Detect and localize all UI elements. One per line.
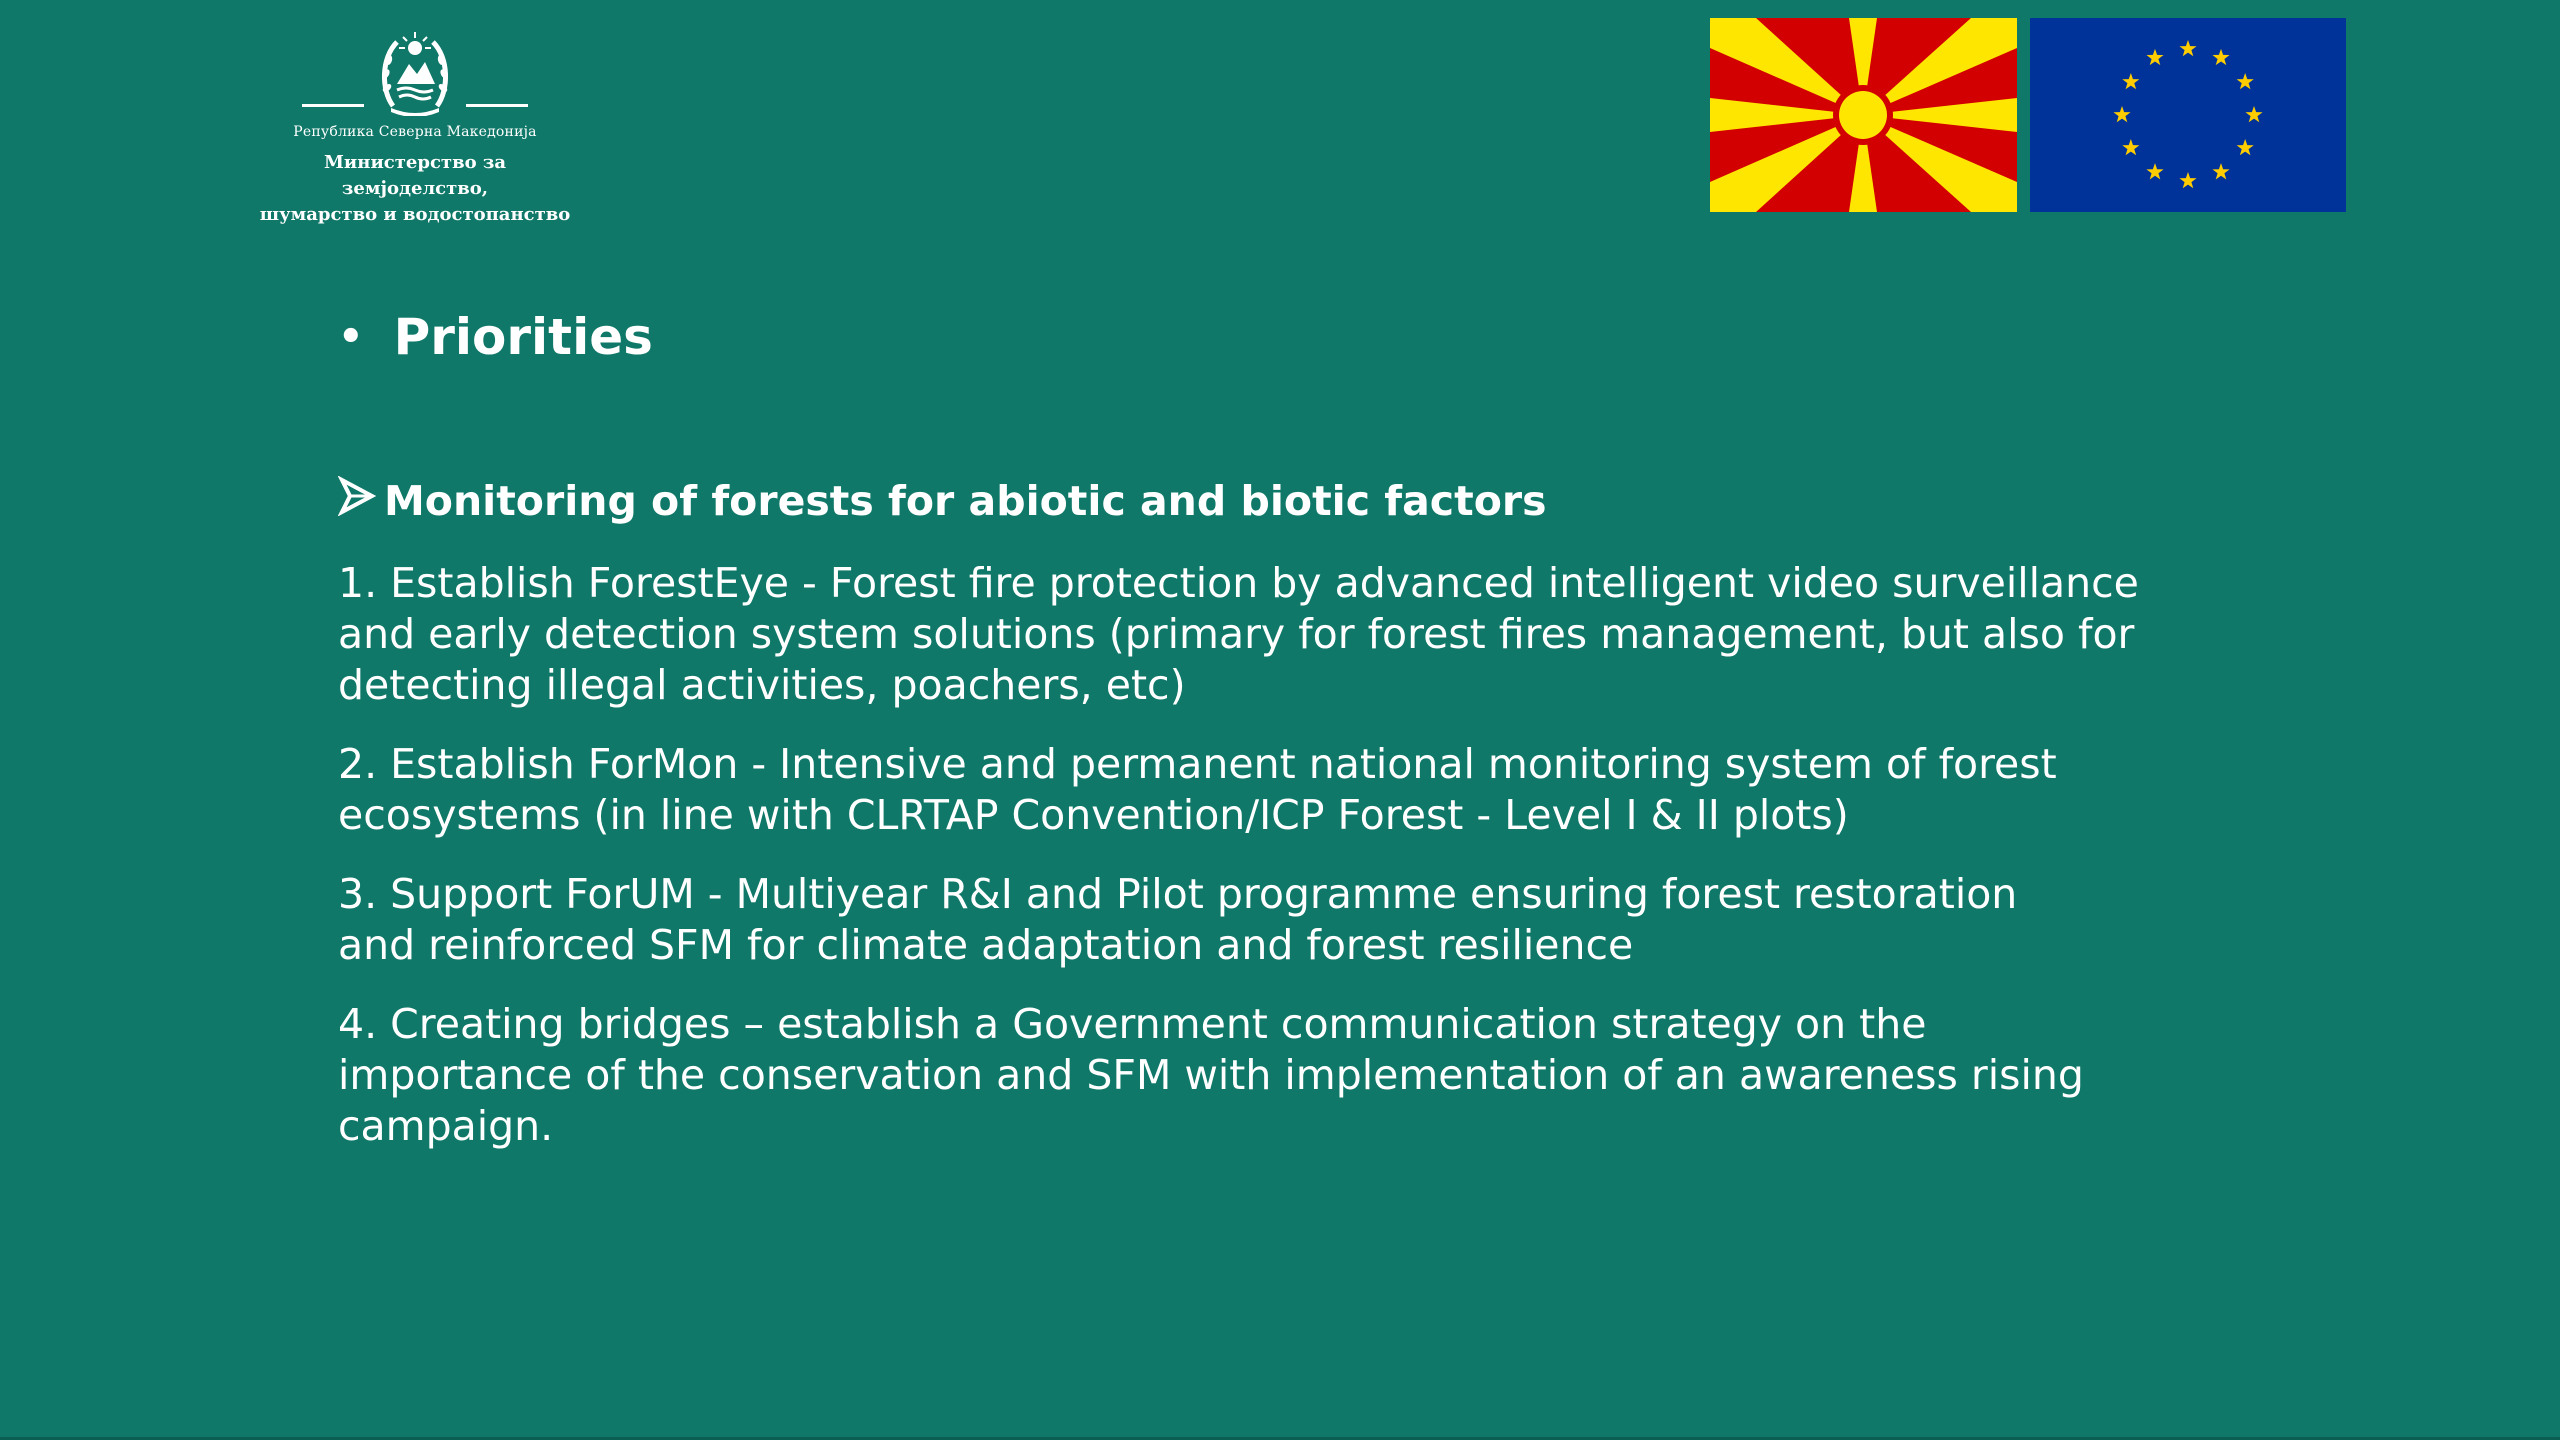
priority-item-1: 1. Establish ForestEye - Forest fire protection by advanced intelligent video surveillance and early detection system solutions (primary for forest fires management, but also for detecting illegal activities, poachers, etc) <box>338 559 2139 709</box>
arrow-bullet-icon <box>338 476 376 526</box>
logo-republic-name: Република Северна Македонија <box>293 124 537 140</box>
eu-flag-icon <box>2030 18 2346 212</box>
logo-ministry-line1: Министерство за земјоделство, <box>324 152 506 199</box>
logo-ministry-name <box>250 150 580 228</box>
subheading-text: Monitoring of forests for abiotic and biotic factors <box>384 477 1547 525</box>
ministry-logo <box>250 24 580 228</box>
priority-item-4: 4. Creating bridges – establish a Government communication strategy on the importance of the conservation and SFM with implementation of an awareness rising campaign. <box>338 1000 2084 1150</box>
emblem-divider-right <box>466 104 528 107</box>
priorities-heading <box>338 308 653 366</box>
north-macedonia-flag-icon <box>1710 18 2017 212</box>
north-macedonia-coat-of-arms-icon <box>379 28 451 116</box>
heading-text: Priorities <box>393 308 653 366</box>
emblem-row <box>250 24 580 116</box>
bullet-icon: • <box>338 314 364 360</box>
priority-item-3: 3. Support ForUM - Multiyear R&I and Pilot programme ensuring forest restoration and reinforced SFM for climate adaptation and forest resilience <box>338 870 2018 969</box>
priority-list <box>338 558 2278 1180</box>
monitoring-subheading <box>338 476 1547 526</box>
priority-item-2: 2. Establish ForMon - Intensive and permanent national monitoring system of forest ecosystems (in line with CLRTAP Convention/ICP Forest - Level I & II plots) <box>338 740 2057 839</box>
emblem-divider-left <box>302 104 364 107</box>
logo-ministry-line2: шумарство и водостопанство <box>259 204 571 225</box>
